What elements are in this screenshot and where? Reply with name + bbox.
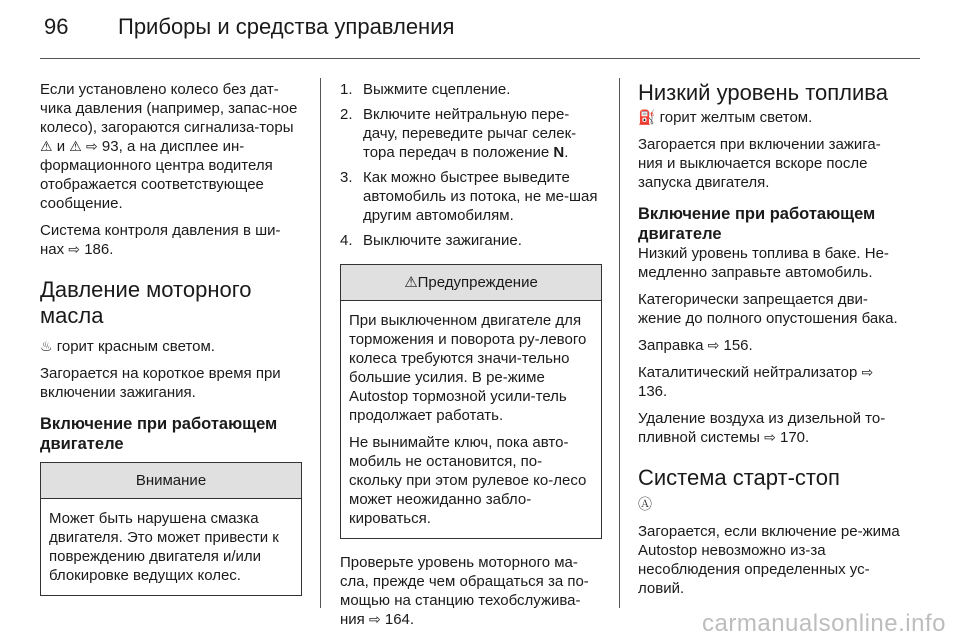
column-divider xyxy=(320,78,321,608)
column-divider xyxy=(619,78,620,608)
page-ref[interactable]: 156 xyxy=(723,337,749,354)
page-ref[interactable]: 186 xyxy=(84,241,110,258)
list-item: 4. Выключите зажигание. xyxy=(340,232,522,249)
subsection-title: Включение при работающем двигателе xyxy=(40,415,278,453)
tire-pressure-warning-icon: ⚠ xyxy=(69,138,82,154)
header-title: Приборы и средства управления xyxy=(118,14,455,39)
autostop-icon: Ⓐ xyxy=(638,496,652,512)
notice-text: Может быть нарушена смазка двигателя. Это может привести к повреждению двигателя и/или блокировке ведущих колес. xyxy=(49,510,279,584)
paragraph: Система контроля давления в ши-нах ⇨ 186. xyxy=(40,222,281,258)
steps-list xyxy=(340,80,602,250)
column-left xyxy=(40,80,302,596)
list-item: 3. Как можно быстрее выведите автомобиль из потока, не ме-шая другим автомобилям. xyxy=(340,169,598,224)
paragraph: Удаление воздуха из дизельной то-пливной системы ⇨ 170. xyxy=(638,410,886,446)
page-ref-arrow-icon: ⇨ xyxy=(368,611,381,627)
section-title: Система старт-стоп xyxy=(638,465,840,490)
warning-triangle-icon: ⚠ xyxy=(404,274,418,291)
page-ref[interactable]: 93 xyxy=(101,138,119,155)
paragraph: Категорически запрещается дви-жение до полного опустошения бака. xyxy=(638,291,898,327)
watermark: carmanualsonline.info xyxy=(702,610,946,637)
column-right xyxy=(638,80,900,606)
warning-text: Не вынимайте ключ, пока авто-мобиль не остановится, по-скольку при этом рулевое ко-лесо может неожиданно забло-кироваться. xyxy=(349,434,587,527)
page-ref-arrow-icon: ⇨ xyxy=(764,429,776,445)
fuel-pump-icon: ⛽ xyxy=(638,109,656,125)
page-ref[interactable]: 136 xyxy=(638,383,664,400)
paragraph: Загорается, если включение ре-жима Autostop невозможно из-за несоблюдения определенных ус-ловий. xyxy=(638,523,900,597)
paragraph: Заправка ⇨ 156. xyxy=(638,337,753,354)
section-title: Низкий уровень топлива xyxy=(638,80,888,105)
paragraph: Если установлено колесо без дат-чика давления (например, запас-ное колесо), загораются сигнализа-торы ⚠ и ⚠ ⇨ 93, а на дисплее ин-формационного центра водителя отображается соответствующее сообщение. xyxy=(40,81,298,212)
paragraph: Каталитический нейтрализатор ⇨ 136. xyxy=(638,364,874,400)
list-item: 1. Выжмите сцепление. xyxy=(340,81,511,98)
warning-heading: ⚠Предупреждение xyxy=(341,265,601,301)
warning-box xyxy=(340,264,602,539)
column-middle xyxy=(340,80,602,637)
list-item: 2. Включите нейтральную пере-дачу, переведите рычаг селек-тора передач в положение N. xyxy=(340,106,577,161)
page-ref-arrow-icon: ⇨ xyxy=(68,241,81,257)
paragraph xyxy=(638,495,900,514)
notice-box xyxy=(40,462,302,596)
header-divider xyxy=(40,58,920,59)
page-number: 96 xyxy=(44,14,69,39)
page-ref[interactable]: 170 xyxy=(780,429,806,446)
tire-pressure-icon: ⚠ xyxy=(40,138,53,154)
page-ref-arrow-icon: ⇨ xyxy=(86,138,98,154)
page-ref[interactable]: 164 xyxy=(384,611,410,628)
warning-text: При выключенном двигателе для торможения и поворота ру-левого колеса требуются значи-тельно большие усилия. В ре-жиме Autostop тормозной усили-тель продолжает работать. xyxy=(349,312,587,424)
paragraph: ♨ горит красным светом. xyxy=(40,338,215,355)
section-title: Давление моторного масла xyxy=(40,277,252,328)
paragraph: Загорается на короткое время при включении зажигания. xyxy=(40,365,281,401)
notice-heading: Внимание xyxy=(41,463,301,499)
oil-can-icon: ♨ xyxy=(40,338,53,354)
paragraph: Загорается при включении зажига-ния и выключается вскоре после запуска двигателя. xyxy=(638,136,881,191)
subsection-title: Включение при работающем двигателе xyxy=(638,205,876,243)
paragraph: ⛽ горит желтым светом. xyxy=(638,109,813,126)
page-ref-arrow-icon: ⇨ xyxy=(707,337,720,353)
paragraph: Низкий уровень топлива в баке. Не-медленно заправьте автомобиль. xyxy=(638,245,889,281)
paragraph: Проверьте уровень моторного ма-сла, прежде чем обращаться за по-мощью на станцию техобслужива-ния ⇨ 164. xyxy=(340,554,589,628)
page-ref-arrow-icon: ⇨ xyxy=(861,364,874,380)
page-header xyxy=(0,0,960,64)
